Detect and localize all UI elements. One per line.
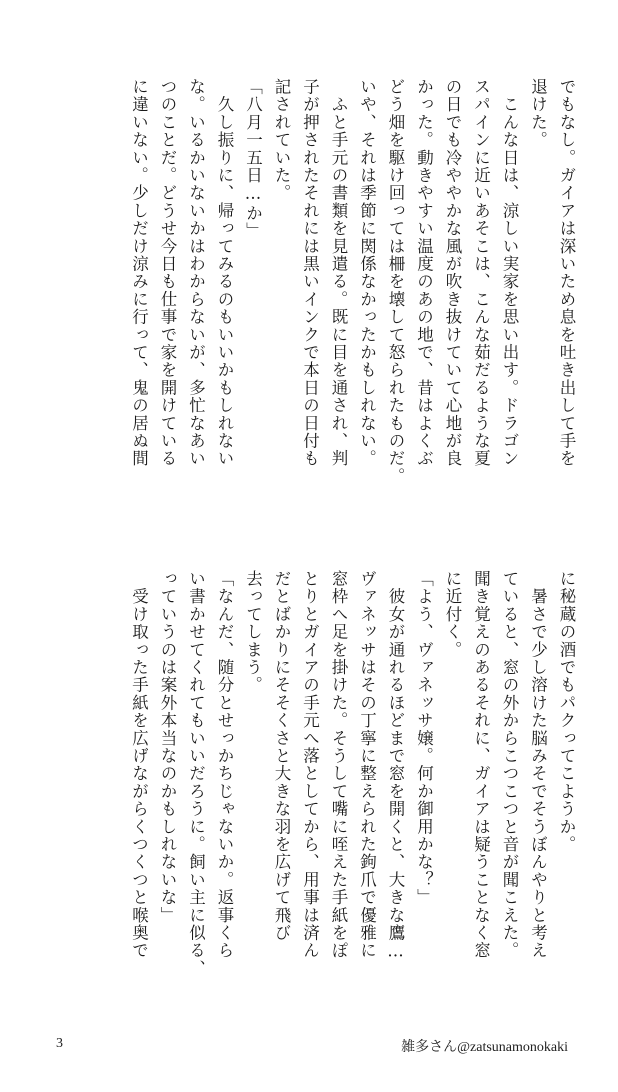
paragraph: でもなし。ガイアは深いため息を吐き出して手を 退けた。	[528, 78, 576, 468]
paragraph: 久し振りに、帰ってみるのもいいかもしれない な。いるかいないかはわからないが、多忙なあい つのことだ。どうせ今日も仕事で家を開けている に違いない。少しだけ涼みに行って、鬼の居ぬ間	[129, 78, 234, 468]
paragraph: に秘蔵の酒でもパクってこようか。	[557, 570, 576, 854]
dialogue: 「よう、ヴァネッサ嬢。何か御用かな？」	[414, 570, 434, 907]
paragraph: 暑さで少し溶けた脳みそでそうぼんやりと考え ていると、窓の外からこつこつと音が聞こえた。 聞き覚えのあるそれに、ガイアは疑うことなく窓 に近付く。	[443, 570, 548, 960]
text-block-bottom	[50, 570, 580, 1040]
paragraph: ふと手元の書類を見遣る。既に目を通され、判 子が押されたそれには黒いインクで本日の日付も 記されていた。	[272, 78, 348, 468]
page-number: 3	[56, 1036, 63, 1051]
author-credit: 雑多さん@zatsunamonokaki	[401, 1040, 568, 1055]
dialogue: 「なんだ、随分とせっかちじゃないか。返事くら い書かせてくれてもいいだろうに。飼い主に似る、 っていうのは案外本当なのかもしれないな」	[158, 570, 234, 978]
paragraph: 受け取った手紙を広げながらくつくつと喉奥で	[129, 570, 149, 960]
paragraph: 彼女が通れるほどまで窓を開くと、大きな鷹… ヴァネッサはその丁寧に整えられた鉤爪で優雅に 窓枠へ足を掛けた。そうして嘴に咥えた手紙をぽ とりとガイアの手元へ落としてから、用事は済ん だとばかりにそそくさと大きな羽を広げて飛び 去ってしまう。	[243, 570, 405, 962]
paragraph: こんな日は、涼しい実家を思い出す。ドラゴン スパインに近いあそこは、こんな茹だるような夏 の日でも冷ややかな風が吹き抜けていて心地が良 かった。動きやすい温度のあの地で、昔はよくぶ どう畑を駆け回っては柵を壊して怒られたものだ。 いや、それは季節に関係なかったかもしれない。	[357, 78, 519, 486]
dialogue: 「八月一五日…か」	[243, 78, 263, 240]
text-block-top	[50, 78, 580, 548]
